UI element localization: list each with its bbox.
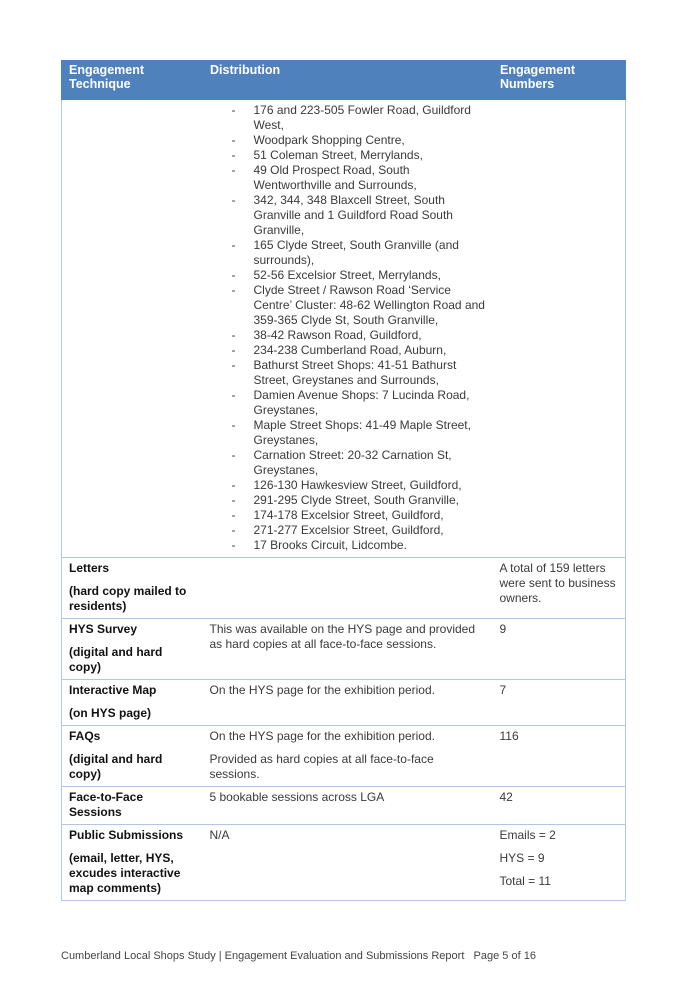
distribution-list-item [231,133,486,148]
distribution-list-item [231,193,486,238]
distribution-list-item [231,103,486,133]
distribution-text: On the HYS page for the exhibition period. [209,729,435,743]
empty-technique-cell [62,100,203,558]
table-row-distribution-list [62,100,626,558]
technique-title: Face-to-Face Sessions [69,790,144,819]
distribution-cell: This was available on the HYS page and provided as hard copies at all face-to-face sessions. [203,619,493,680]
list-bullet: - [231,328,236,342]
page-footer [61,950,536,962]
list-bullet: - [231,493,236,507]
numbers-total: Total = 11 [499,874,551,888]
distribution-list-item [231,148,486,163]
empty-numbers-cell [493,100,626,558]
distribution-cell: On the HYS page for the exhibition period. [203,680,493,726]
distribution-address: 165 Clyde Street, South Granville (and surrounds), [253,238,459,267]
distribution-list-item [231,478,486,493]
distribution-address: 52-56 Excelsior Street, Merrylands, [253,268,441,282]
technique-title: Interactive Map [69,683,157,697]
list-bullet: - [231,268,236,282]
distribution-list-item [231,493,486,508]
header-engagement-technique: Engagement Technique [62,61,203,100]
technique-cell [62,619,203,680]
distribution-address: 291-295 Clyde Street, South Granville, [253,493,459,507]
list-bullet: - [231,148,236,162]
numbers-cell [493,825,626,901]
header-engagement-numbers: Engagement Numbers [493,61,626,100]
distribution-list-item [231,418,486,448]
numbers-hys: HYS = 9 [499,851,545,865]
list-bullet: - [231,163,236,177]
footer-report-title: Cumberland Local Shops Study | Engagement Evaluation and Submissions Report [61,950,465,962]
engagement-table [61,60,626,901]
distribution-address: 17 Brooks Circuit, Lidcombe. [253,538,407,552]
list-bullet: - [231,418,236,432]
list-bullet: - [231,478,236,492]
distribution-list-item [231,523,486,538]
technique-subtitle: (digital and hard copy) [69,645,163,674]
distribution-address: Woodpark Shopping Centre, [253,133,405,147]
distribution-cell: 5 bookable sessions across LGA [203,787,493,825]
technique-cell [62,787,203,825]
distribution-address: 234-238 Cumberland Road, Auburn, [253,343,447,357]
technique-subtitle: (on HYS page) [69,706,152,720]
list-bullet: - [231,508,236,522]
distribution-list-cell [203,100,493,558]
technique-title: Letters [69,561,110,575]
distribution-address: 174-178 Excelsior Street, Guildford, [253,508,444,522]
distribution-address-list [210,103,486,553]
distribution-list-item [231,448,486,478]
distribution-list-item [231,268,486,283]
distribution-address: 126-130 Hawkesview Street, Guildford, [253,478,462,492]
numbers-cell: 116 [493,726,626,787]
table-header-row [62,61,626,100]
technique-cell [62,558,203,619]
list-bullet: - [231,538,236,552]
distribution-address: 49 Old Prospect Road, South Wentworthville and Surrounds, [253,163,417,192]
distribution-address: 38-42 Rawson Road, Guildford, [253,328,422,342]
numbers-cell: 9 [493,619,626,680]
table-row-hys-survey [62,619,626,680]
distribution-list-item [231,388,486,418]
table-row-public-submissions [62,825,626,901]
list-bullet: - [231,133,236,147]
distribution-list-item [231,283,486,328]
numbers-cell: 42 [493,787,626,825]
footer-page-number: Page 5 of 16 [473,950,536,962]
numbers-emails: Emails = 2 [499,828,556,842]
technique-cell [62,726,203,787]
numbers-cell: A total of 159 letters were sent to business owners. [493,558,626,619]
technique-subtitle: (email, letter, HYS, excudes interactive map comments) [69,851,181,895]
distribution-address: 271-277 Excelsior Street, Guildford, [253,523,444,537]
distribution-list-item [231,538,486,553]
distribution-address: 342, 344, 348 Blaxcell Street, South Granville and 1 Guildford Road South Granville, [253,193,453,237]
table-row-face-to-face [62,787,626,825]
header-distribution: Distribution [203,61,493,100]
list-bullet: - [231,283,236,297]
distribution-list-item [231,508,486,523]
technique-subtitle: (hard copy mailed to residents) [69,584,187,613]
list-bullet: - [231,193,236,207]
list-bullet: - [231,103,236,117]
technique-cell [62,680,203,726]
distribution-address: Maple Street Shops: 41-49 Maple Street, Greystanes, [253,418,471,447]
distribution-cell: N/A [203,825,493,901]
list-bullet: - [231,448,236,462]
technique-title: FAQs [69,729,101,743]
distribution-address: Clyde Street / Rawson Road ‘Service Centre’ Cluster: 48-62 Wellington Road and 359-365 Clyde St, South Granville, [253,283,485,327]
distribution-address: Carnation Street: 20-32 Carnation St, Greystanes, [253,448,452,477]
distribution-list-item [231,328,486,343]
technique-subtitle: (digital and hard copy) [69,752,163,781]
list-bullet: - [231,523,236,537]
distribution-list-item [231,238,486,268]
numbers-cell: 7 [493,680,626,726]
technique-cell [62,825,203,901]
distribution-address: Bathurst Street Shops: 41-51 Bathurst Street, Greystanes and Surrounds, [253,358,457,387]
table-row-faqs [62,726,626,787]
table-row-letters [62,558,626,619]
distribution-list-item [231,163,486,193]
distribution-address: 176 and 223-505 Fowler Road, Guildford West, [253,103,471,132]
distribution-address: Damien Avenue Shops: 7 Lucinda Road, Greystanes, [253,388,470,417]
distribution-list-item [231,343,486,358]
list-bullet: - [231,238,236,252]
distribution-address: 51 Coleman Street, Merrylands, [253,148,423,162]
distribution-list-item [231,358,486,388]
distribution-cell [203,558,493,619]
distribution-text-2: Provided as hard copies at all face-to-face sessions. [209,752,434,781]
list-bullet: - [231,388,236,402]
technique-title: Public Submissions [69,828,184,842]
technique-title: HYS Survey [69,622,138,636]
list-bullet: - [231,358,236,372]
table-row-interactive-map [62,680,626,726]
list-bullet: - [231,343,236,357]
distribution-cell [203,726,493,787]
